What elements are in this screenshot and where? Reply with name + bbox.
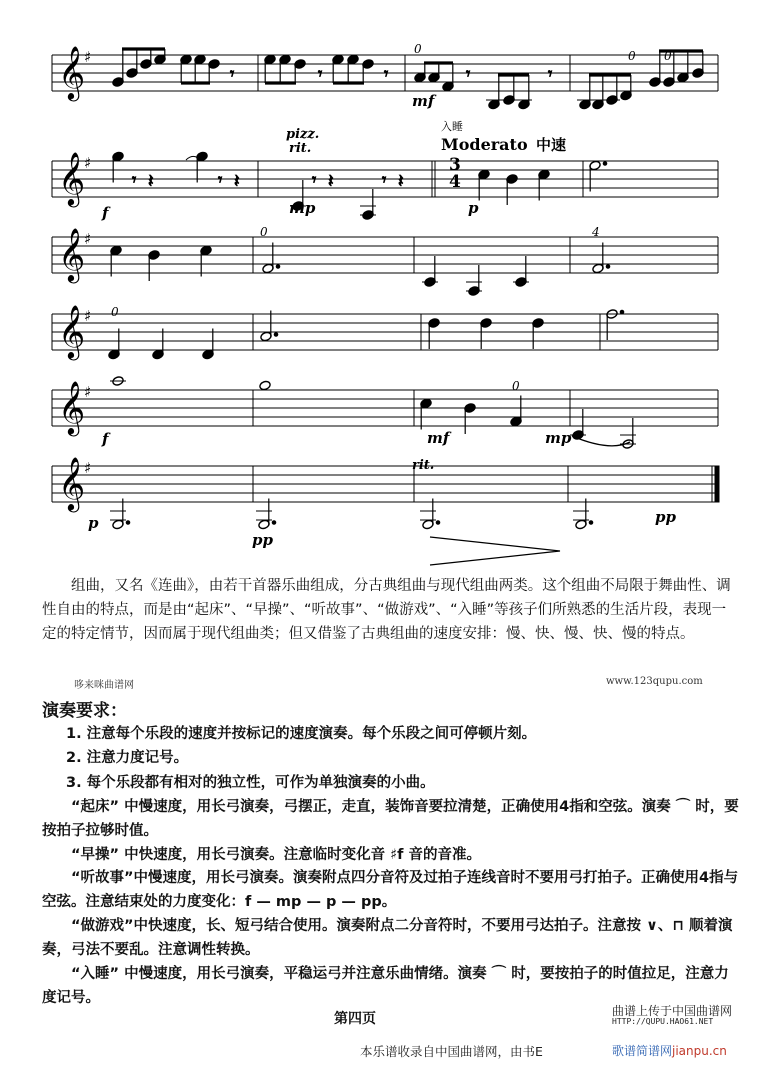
quarter-rest-icon: 𝄽 [398, 171, 404, 192]
fingering: 0 [260, 225, 268, 239]
augmentation-dot [620, 310, 624, 314]
treble-clef-icon: 𝄞 [58, 227, 86, 281]
rest-icon: 𝄾 [230, 64, 235, 83]
requirement-paragraph: “起床” 中慢速度，用长弓演奏，弓摆正，走直，装饰音要拉清楚，正确使用4指和空弦。演奏 ⌒ 时，要按拍子拉够时值。 [42, 799, 739, 839]
decrescendo-hairpin [430, 537, 560, 565]
requirement-item: 3. 每个乐段都有相对的独立性，可作为单独演奏的小曲。 [66, 775, 435, 791]
time-signature-bottom: 4 [449, 172, 461, 192]
quarter-rest-icon: 𝄽 [328, 171, 334, 192]
requirement-paragraph: “做游戏”中快速度，长、短弓结合使用。演奏附点二分音符时，不要用弓达拍子。注意按 ∨、⊓ 顺着演奏，弓法不要乱。注意调性转换。 [42, 918, 733, 958]
note-head [259, 380, 271, 391]
treble-clefs [58, 45, 91, 512]
fingering: 0 [414, 42, 422, 56]
requirement-item: 2. 注意力度记号。 [66, 750, 189, 766]
fingering: 4 [592, 225, 600, 239]
requirement-item: 1. 注意每个乐段的速度并按标记的速度演奏。每个乐段之间可停顿片刻。 [66, 726, 537, 742]
final-barline-thick [715, 466, 719, 502]
augmentation-dot [274, 333, 278, 337]
footer-text: 本乐谱收录自中国曲谱网，由书Ε [360, 1044, 543, 1059]
pizz-marking: pizz. [286, 127, 320, 142]
notes [108, 49, 704, 530]
requirement-paragraph: “听故事”中慢速度，用长弓演奏。演奏附点四分音符及过拍子连线音时不要用弓打拍子。正确使用4指与空弦。注意结束处的力度变化：f — mp — p — pp。 [42, 870, 739, 910]
fingering: 0 [512, 379, 520, 393]
augmentation-dot [272, 521, 276, 525]
rit-marking: rit. [289, 141, 312, 156]
credit-left: 哆来咪曲谱网 [74, 680, 134, 691]
requirement-paragraph: “早操” 中快速度，用长弓演奏。注意临时变化音 ♯f 音的音准。 [71, 847, 482, 863]
quarter-rest-icon: 𝄽 [234, 171, 240, 192]
dynamic-mp: mp [289, 199, 316, 217]
augmentation-dot [589, 521, 593, 525]
key-signature-sharp-icon: ♯ [84, 307, 92, 325]
dynamic-p: p [88, 514, 99, 532]
treble-clef-icon: 𝄞 [58, 456, 86, 510]
page-number: 第四页 [334, 1011, 376, 1027]
dynamic-pp: pp [655, 508, 676, 526]
key-signature-sharp-icon: ♯ [84, 48, 92, 66]
key-signature-sharp-icon: ♯ [84, 383, 92, 401]
key-signature-sharp-icon: ♯ [84, 230, 92, 248]
treble-clef-icon: 𝄞 [58, 304, 86, 358]
dynamic-pp: pp [252, 531, 273, 549]
rest-icon: 𝄾 [218, 170, 223, 189]
tempo-marking: Moderato [441, 135, 528, 154]
treble-clef-icon: 𝄞 [58, 380, 86, 434]
rit-marking: rit. [412, 458, 435, 473]
augmentation-dot [276, 265, 280, 269]
rest-icon: 𝄾 [132, 170, 137, 189]
staff-lines [52, 55, 719, 502]
augmentation-dot [603, 162, 607, 166]
rest-icon: 𝄾 [382, 170, 387, 189]
augmentation-dot [606, 265, 610, 269]
watermark-site-url: jianpu.cn [672, 1044, 727, 1058]
rest-icon: 𝄾 [466, 64, 471, 83]
requirement-paragraph: “入睡” 中慢速度，用长弓演奏，平稳运弓并注意乐曲情绪。演奏 ⌒ 时，要按拍子的时值拉足，注意力度记号。 [42, 966, 729, 1006]
rest-icon: 𝄾 [548, 64, 553, 83]
watermark-line3 [612, 1042, 727, 1059]
watermark-line2: HTTP://QUPU.HAO61.NET [612, 1017, 714, 1026]
fingering: 0 [111, 305, 119, 319]
watermark-line1: 曲谱上传于中国曲谱网 [612, 1004, 733, 1018]
fingering: 0 [664, 49, 672, 63]
rest-icon: 𝄾 [312, 170, 317, 189]
dynamic-mp: mp [545, 429, 572, 447]
dynamic-mf: mf [427, 429, 450, 447]
rest-icon: 𝄾 [384, 64, 389, 83]
slur [186, 156, 198, 160]
fingering: 0 [628, 49, 636, 63]
section-label: 入睡 [441, 120, 463, 133]
dynamic-f: f [102, 204, 109, 222]
tempo-cn: 中速 [536, 136, 567, 154]
dynamic-f: f [102, 430, 109, 448]
quarter-rest-icon: 𝄽 [148, 171, 154, 192]
time-signature-top: 3 [449, 155, 461, 175]
treble-clef-icon: 𝄞 [58, 151, 86, 205]
description-paragraph: 组曲，又名《连曲》，由若干首器乐曲组成，分古典组曲与现代组曲两类。这个组曲不局限于舞曲性、调性自由的特点，而是由“起床”、“早操”、“听故事”、“做游戏”、“入睡”等孩子们所熟悉的生活片段，表现一定的特定情节，因而属于现代组曲类；但又借鉴了古典组曲的速度安排：慢、快、慢、快、慢的特点。 [42, 578, 731, 642]
treble-clef-icon: 𝄞 [58, 45, 86, 99]
rest-icon: 𝄾 [318, 64, 323, 83]
dynamic-mf: mf [412, 92, 435, 110]
watermark-site-name: 歌谱简谱网 [612, 1044, 673, 1058]
key-signature-sharp-icon: ♯ [84, 154, 92, 172]
augmentation-dot [126, 521, 130, 525]
dynamic-p: p [468, 199, 479, 217]
key-signature-sharp-icon: ♯ [84, 459, 92, 477]
augmentation-dot [436, 521, 440, 525]
requirements-title: 演奏要求： [42, 701, 127, 721]
credit-right: www.123qupu.com [606, 676, 703, 687]
